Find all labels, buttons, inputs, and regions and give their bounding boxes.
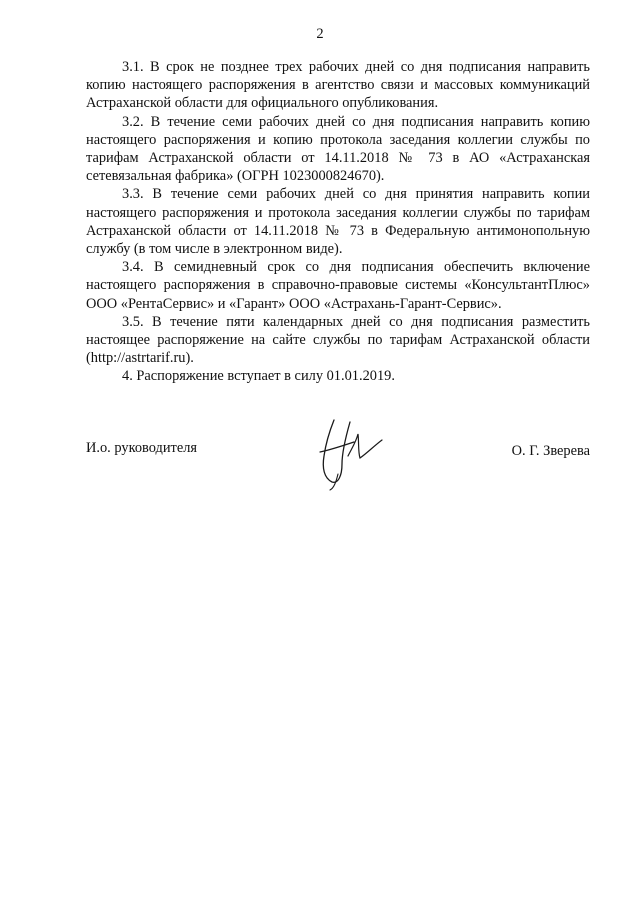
page-number: 2 [316, 26, 324, 42]
paragraph-4: 4. Распоряжение вступает в силу 01.01.2019. [122, 368, 395, 385]
signatory-name: О. Г. Зверева [511, 443, 590, 459]
signatory-role: И.о. руководителя [86, 440, 198, 456]
signature-block [86, 412, 590, 492]
paragraph-3-1: 3.1. В срок не позднее трех рабочих дней со дня подписания направить копию настоящего распоряжения в агентство связи и массовых коммуникаций Астраханской области для официального опубликования. [86, 59, 590, 112]
handwritten-signature [312, 412, 402, 492]
paragraph-3-4: 3.4. В семидневный срок со дня подписания обеспечить включение настоящего распоряжения в справочно-правовые системы «КонсультантПлюс» ООО «РентаСервис» и «Гарант» ООО «Астрахань-Гарант-Сервис». [86, 259, 590, 312]
paragraph-3-2: 3.2. В течение семи рабочих дней со дня подписания направить копию настоящего распоряжения и копию протокола заседания коллегии службы по тарифам Астраханской области от 14.11.2018 № 73 в АО «Астраханская сетевязальная фабрика» (ОГРН 1023000824670). [86, 113, 590, 185]
paragraph-3-3: 3.3. В течение семи рабочих дней со дня принятия направить копии настоящего распоряжения и протокола заседания коллегии службы по тарифам Астраханской области от 14.11.2018 № 73 в Федеральную антимонопольную службу (в том числе в электронном виде). [86, 186, 590, 258]
document-body [86, 58, 590, 386]
paragraph-3-5: 3.5. В течение пяти календарных дней со дня подписания разместить настоящее распоряжение на сайте службы по тарифам Астраханской области (http://astrtarif.ru). [86, 313, 590, 367]
